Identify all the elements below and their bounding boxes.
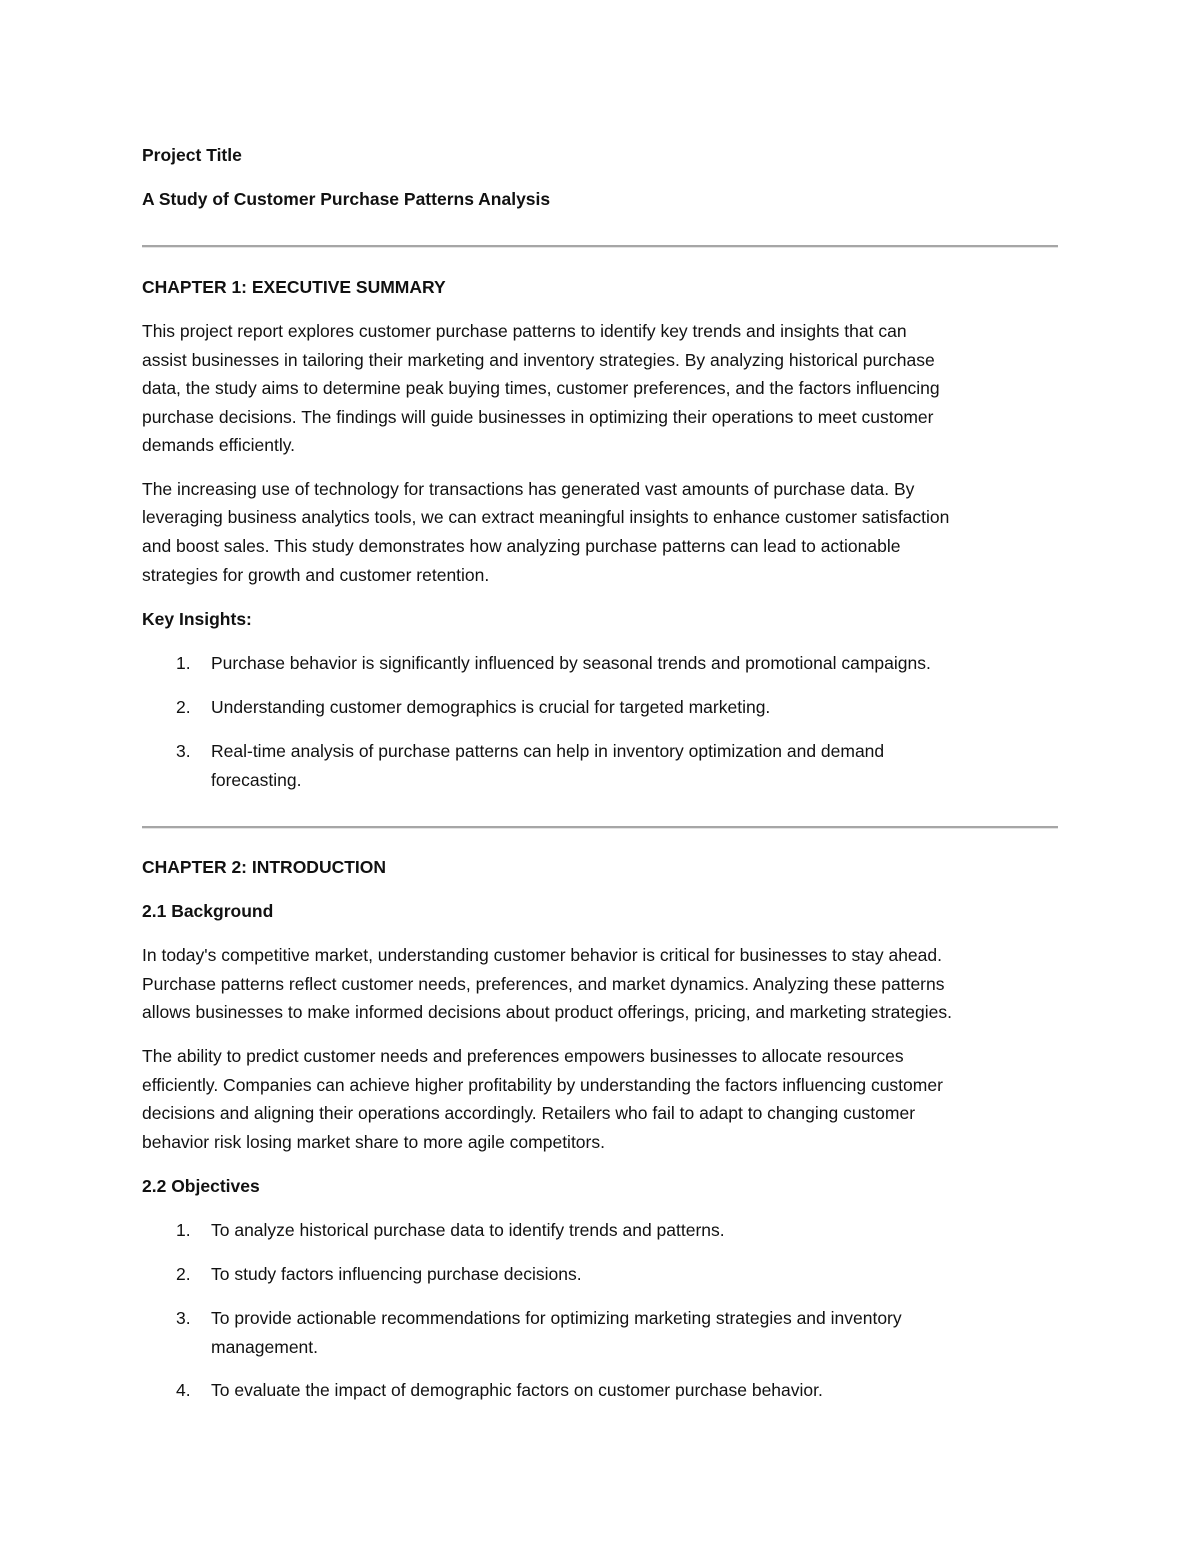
background-heading: 2.1 Background — [142, 901, 274, 921]
list-number: 1. — [176, 1220, 191, 1240]
list-text: Purchase behavior is significantly influenced by seasonal trends and promotional campaigns. — [211, 653, 931, 673]
paragraph-line: decisions and aligning their operations accordingly. Retailers who fail to adapt to changing customer — [142, 1103, 916, 1123]
project-title: A Study of Customer Purchase Patterns Analysis — [142, 189, 551, 209]
list-number: 3. — [176, 1308, 191, 1328]
list-text: Real-time analysis of purchase patterns can help in inventory optimization and demand — [211, 741, 885, 761]
list-text: To evaluate the impact of demographic factors on customer purchase behavior. — [211, 1380, 823, 1400]
list-number: 1. — [176, 653, 191, 673]
list-text: management. — [211, 1337, 319, 1357]
paragraph-line: strategies for growth and customer retention. — [142, 565, 490, 585]
list-text: Understanding customer demographics is crucial for targeted marketing. — [211, 697, 771, 717]
list-text: forecasting. — [211, 770, 302, 790]
list-number: 2. — [176, 1264, 191, 1284]
paragraph-line: and boost sales. This study demonstrates how analyzing purchase patterns can lead to actionable — [142, 536, 901, 556]
list-number: 3. — [176, 741, 191, 761]
paragraph-line: In today's competitive market, understanding customer behavior is critical for businesses to stay ahead. — [142, 945, 942, 965]
paragraph-line: The increasing use of technology for transactions has generated vast amounts of purchase data. By — [142, 479, 915, 499]
paragraph-line: efficiently. Companies can achieve higher profitability by understanding the factors influencing customer — [142, 1075, 943, 1095]
paragraph-line: purchase decisions. The findings will guide businesses in optimizing their operations to meet customer — [142, 407, 934, 427]
key-insights-label: Key Insights: — [142, 609, 252, 629]
paragraph-line: allows businesses to make informed decisions about product offerings, pricing, and marketing strategies. — [142, 1002, 952, 1022]
paragraph-line: Purchase patterns reflect customer needs, preferences, and market dynamics. Analyzing these patterns — [142, 974, 945, 994]
list-text: To provide actionable recommendations for optimizing marketing strategies and inventory — [211, 1308, 902, 1328]
paragraph-line: data, the study aims to determine peak buying times, customer preferences, and the factors influencing — [142, 378, 940, 398]
paragraph-line: The ability to predict customer needs and preferences empowers businesses to allocate resources — [142, 1046, 904, 1066]
section-divider — [142, 245, 1058, 248]
list-number: 2. — [176, 697, 191, 717]
paragraph-line: behavior risk losing market share to more agile competitors. — [142, 1132, 605, 1152]
paragraph-line: demands efficiently. — [142, 435, 296, 455]
list-text: To study factors influencing purchase decisions. — [211, 1264, 582, 1284]
paragraph-line: leveraging business analytics tools, we can extract meaningful insights to enhance customer satisfaction — [142, 507, 950, 527]
section-divider — [142, 826, 1058, 829]
paragraph-line: This project report explores customer purchase patterns to identify key trends and insights that can — [142, 321, 907, 341]
paragraph-line: assist businesses in tailoring their marketing and inventory strategies. By analyzing historical purchase — [142, 350, 935, 370]
project-title-label: Project Title — [142, 145, 242, 165]
chapter-1-heading: CHAPTER 1: EXECUTIVE SUMMARY — [142, 277, 446, 297]
list-text: To analyze historical purchase data to identify trends and patterns. — [211, 1220, 725, 1240]
chapter-2-heading: CHAPTER 2: INTRODUCTION — [142, 857, 387, 877]
objectives-heading: 2.2 Objectives — [142, 1176, 260, 1196]
list-number: 4. — [176, 1380, 191, 1400]
